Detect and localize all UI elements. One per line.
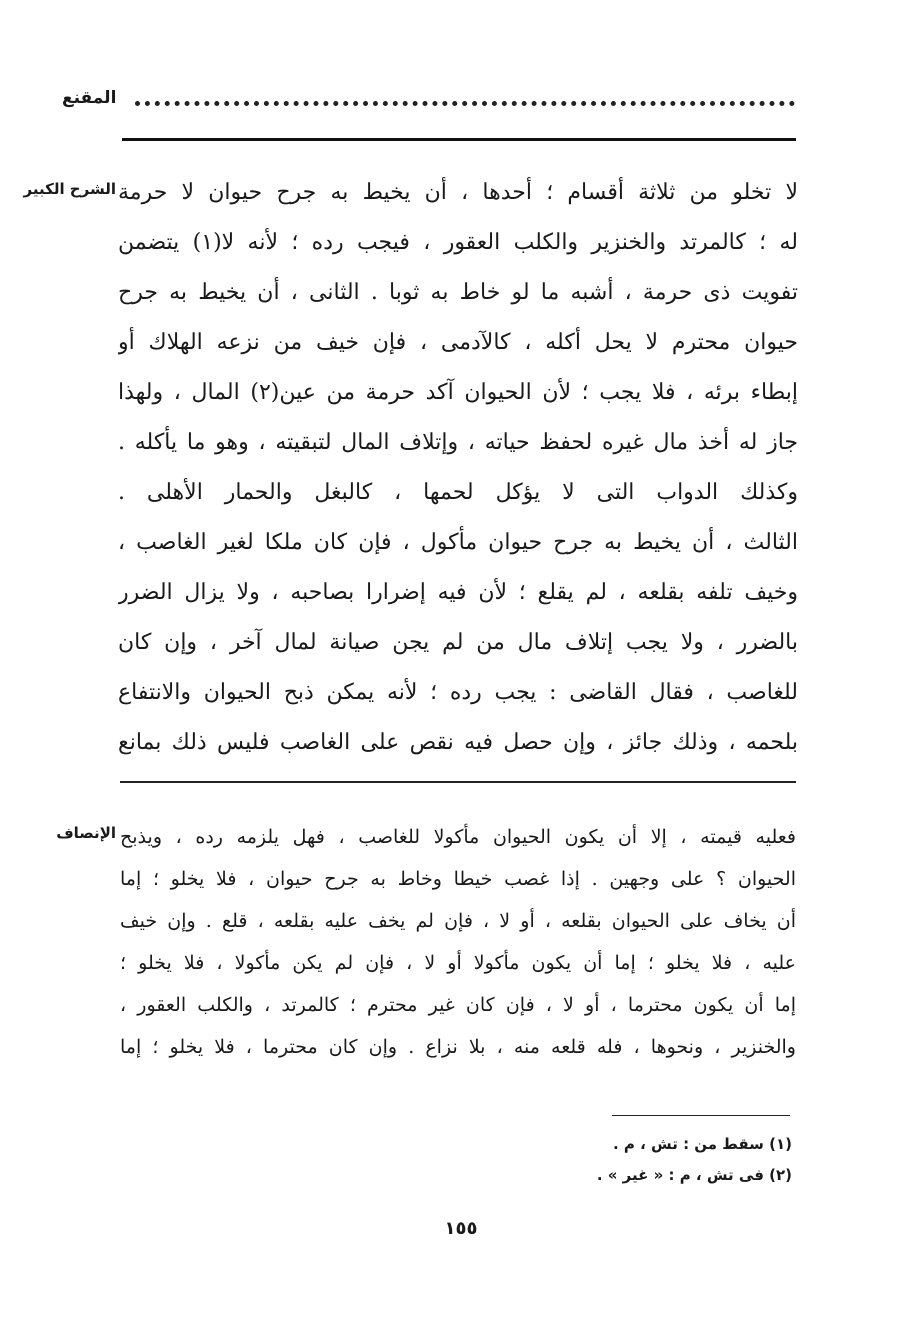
text-line: إبطاء برئه ، فلا يجب ؛ لأن الحيوان آكد حرمة من عين(٢) المال ، ولهذا [118, 380, 798, 405]
main-commentary-text [118, 168, 798, 768]
text-line: لا تخلو من ثلاثة أقسام ؛ أحدها ، أن يخيط به جرح حيوان لا حرمة [118, 180, 798, 205]
footnote: (٢) فى تش ، م : « غير » . [596, 1166, 792, 1184]
text-line: أن يخاف على الحيوان بقلعه ، أو لا ، فإن لم يخف عليه بقلعه ، قلع . وإن خيف [120, 910, 796, 932]
text-line: الثالث ، أن يخيط به جرح حيوان مأكول ، فإن كان ملكا لغير الغاصب ، [118, 530, 798, 555]
header-rule [122, 138, 796, 141]
text-line: تفويت ذى حرمة ، أشبه ما لو خاط به ثوبا . الثانى ، أن يخيط به جرح [118, 280, 798, 305]
side-label-sharh-kabir: الشرح الكبير [23, 180, 116, 198]
text-line: والخنزير ، ونحوها ، فله قلعه منه ، بلا نزاع . وإن كان محترما ، فلا يخلو ؛ إما [120, 1036, 796, 1058]
text-line: فعليه قيمته ، إلا أن يكون الحيوان مأكولا للغاصب ، فهل يلزمه رده ، ويذبح [120, 826, 796, 848]
book-title: المقنع [62, 88, 117, 108]
text-line: إما أن يكون محترما ، أو لا ، فإن كان غير محترم ؛ كالمرتد ، والكلب العقور ، [120, 994, 796, 1016]
insaf-text [120, 816, 796, 1068]
text-line: بالضرر ، ولا يجب إتلاف مال من لم يجن صيانة لمال آخر ، وإن كان [118, 630, 798, 655]
text-line: وخيف تلفه بقلعه ، لم يقلع ؛ لأن فيه إضرارا بصاحبه ، ولا يزال الضرر [118, 580, 798, 605]
text-line: جاز له أخذ مال غيره لحفظ حياته ، وإتلاف المال لتبقيته ، وهو ما يأكله . [118, 430, 798, 455]
section-divider [120, 781, 796, 783]
text-line: له ؛ كالمرتد والخنزير والكلب العقور ، فيجب رده ؛ لأنه لا(١) يتضمن [118, 230, 798, 255]
text-line: حيوان محترم لا يحل أكله ، كالآدمى ، فإن خيف من نزعه الهلاك أو [118, 330, 798, 355]
text-line: وكذلك الدواب التى لا يؤكل لحمها ، كالبغل والحمار الأهلى . [118, 480, 798, 505]
side-label-insaf: الإنصاف [56, 824, 116, 842]
header-dotted-leader [135, 101, 795, 106]
footnote-rule [612, 1115, 790, 1116]
text-line: عليه ، فلا يخلو ؛ إما أن يكون مأكولا أو لا ، فإن لم يكن مأكولا ، فلا يخلو ؛ [120, 952, 796, 974]
text-line: الحيوان ؟ على وجهين . إذا غصب خيطا وخاط به جرح حيوان ، فلا يخلو ؛ إما [120, 868, 796, 890]
footnote: (١) سقط من : تش ، م . [612, 1135, 792, 1153]
text-line: للغاصب ، فقال القاضى : يجب رده ؛ لأنه يمكن ذبح الحيوان والانتفاع [118, 680, 798, 705]
page-number: ١٥٥ [444, 1218, 478, 1239]
text-line: بلحمه ، وذلك جائز ، وإن حصل فيه نقص على الغاصب فليس ذلك بمانع [118, 730, 798, 755]
